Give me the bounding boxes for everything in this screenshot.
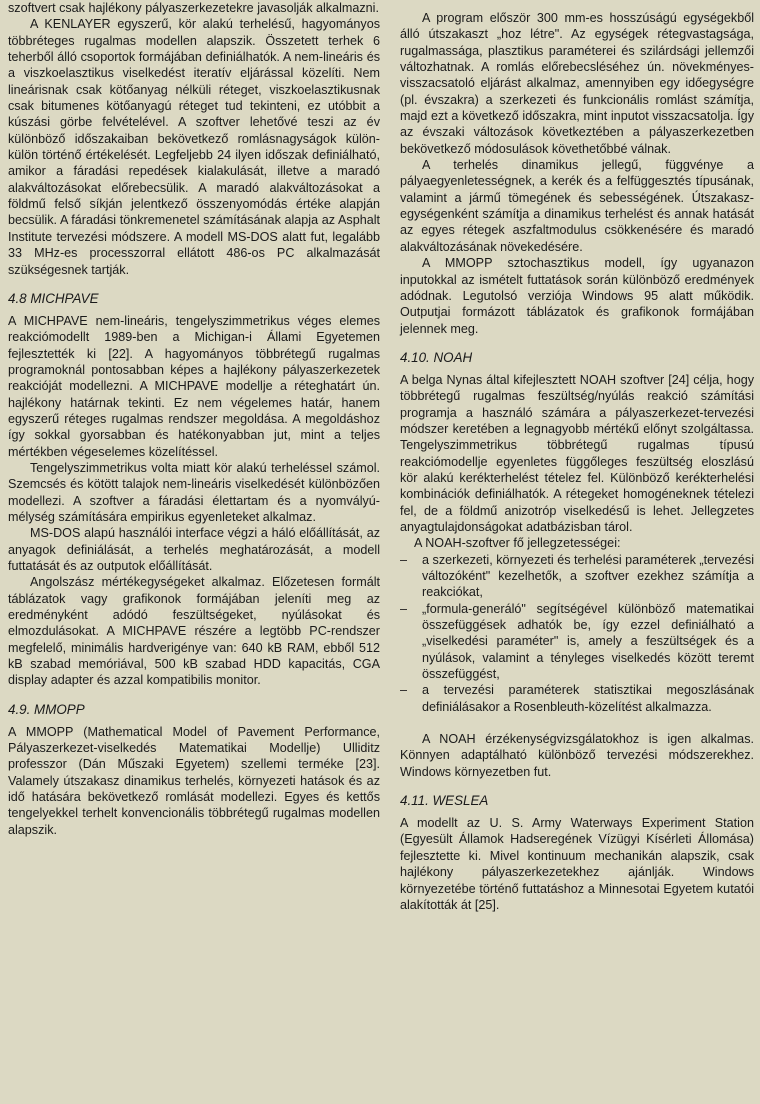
paragraph-michpave-intro: A MICHPAVE nem-lineáris, tengelyszimmetrikus véges elemes reakciómodellt 1989-ben a Michigan-i Állami Egyetemen fejlesztették ki [22]. A hagyományos többrétegű rugalmas programoknál pontosabban képes a hajlékony pályaszerkezetek reakcióját modellezni. A MICHPAVE modellje a réteghatárt ún. hajlékony határnak tekinti. Ez nem végelemes határ, hanem egyszerű réteges rugalmas rendszer megoldása. A megoldáshoz így sokkal gyorsabban és hatékonyabban jut, mint a teljes mértékben végeselemes közelítéssel. <box>8 313 380 459</box>
paragraph: A program először 300 mm-es hosszúságú egységekből álló útszakaszt „hoz létre". Az egységek rétegvastagsága, rugalmassága, plasztikus paraméterei és szilárdsági jellemzői változhatnak. A romlás előrebecsléséhez ún. növekményes-visszacsatoló eljárást alkalmaz, amennyiben egy időegységre (pl. évszakra) a szerkezeti és funkcionális romlást számítja, majd ezt a következő időszakra, mint inputot visszacsatolja. Így az évszaki változások következtében a pályaszerkezetben bekövetkező módosulások követhetőbbé válnak. <box>400 11 754 156</box>
section-heading-weslea: 4.11. WESLEA <box>400 793 489 809</box>
section-heading-michpave: 4.8 MICHPAVE <box>8 290 99 306</box>
list-intro: A NOAH-szoftver fő jellegzetességei: <box>414 536 621 551</box>
section-heading-noah: 4.10. NOAH <box>400 349 473 365</box>
paragraph-noah-intro: A belga Nynas által kifejlesztett NOAH szoftver [24] célja, hogy többrétegű rugalmas feszültség/nyúlás reakció számítási programja a használó számára a pályaszerkezet-tervezési módszer keretében a legnagyobb mértékű előnyt szolgáltassa. Tengelyszimmetrikus többrétegű rugalmas típusú reakciómodellje egyenletes függőleges feszültség eloszlású kör alakú kerékterhelést tételez fel. Különböző kerékterhelési kombinációk definiálhatók. A rétegeket homogéneknek tételezi fel, de a földmű anizotróp viselkedésű is lehet. Jellegzetes anyagtulajdonságokat adatbázisban tárol. <box>400 372 754 534</box>
paragraph: A MMOPP sztochasztikus modell, így ugyanazon inputokkal az ismételt futtatások során különböző eredmények adódnak. Legutolsó verziója Windows 95 alatt működik. Outputjai formázott táblázatok és grafikonok formájában jelennek meg. <box>400 256 754 336</box>
paragraph: Tengelyszimmetrikus volta miatt kör alakú terheléssel számol. Szemcsés és kötött talajok nem-lineáris viselkedését különbözően modellezi. A szoftver a fáradási élettartam és a nyomvályú-mélység számítására empirikus egyenleteket alkalmaz. <box>8 460 380 524</box>
paragraph-weslea: A modellt az U. S. Army Waterways Experiment Station (Egyesült Államok Hadseregének Vízügyi Kísérleti Állomása) fejlesztette ki. Mivel kontinuum mechanikán alapszik, csak hajlékony pályaszerkezetekhez ajánlják. Windows környezetébe történő futtatáshoz a Minnesotai Egyetem kutatói alakították át [25]. <box>400 816 754 912</box>
paragraph: A NOAH érzékenységvizsgálatokhoz is igen alkalmas. Könnyen adaptálható különböző tervezési módszerekhez. Windows környezetben fut. <box>400 732 754 779</box>
list-item: – „formula-generáló" segítségével különböző matematikai összefüggések adhatók be, így ezzel definiálható a „viselkedési paraméter" is, amely a feszültségek és a nyúlások, valamint a tényleges viselkedés között teremt összefüggést, <box>400 601 754 683</box>
paragraph: MS-DOS alapú használói interface végzi a háló előállítását, az anyagok definiálását, a terhelés meghatározását, a modell futtatását és az outputok előállítását. <box>8 526 380 573</box>
section-heading-mmopp: 4.9. MMOPP <box>8 701 85 717</box>
paragraph: A terhelés dinamikus jellegű, függvénye a pályaegyenletességnek, a kerék és a felfüggesztés típusának, valamint a jármű tömegének és sebességének. Útszakasz-egységenként számítja a dinamikus terhelést és annak hatását az egyes rétegek aszfaltmodulus csökkenésére és maradó alakváltozásának növekedésére. <box>400 158 754 254</box>
paragraph-mmopp-intro: A MMOPP (Mathematical Model of Pavement Performance, Pályaszerkezet-viselkedés Matematikai Modellje) Ulliditz professzor (Dán Műszaki Egyetem) szellemi terméke [23]. Valamely útszakasz dinamikus terhelés, környezeti hatások és az idő hatására bekövetkező romlását modellezi. Egyes és kettős tengelyekkel terhelt konvencionális többrétegű rugalmas modellen alapszik. <box>8 724 380 837</box>
list-item: – a tervezési paraméterek statisztikai megoszlásának definiálásakor a Rosenbleuth-közelítést alkalmazza. <box>400 682 754 715</box>
paragraph-kenlayer: A KENLAYER egyszerű, kör alakú terhelésű, hagyományos többréteges rugalmas modellen alapszik. Összetett terhek 6 teherből álló csoportok formájában definiálhatók. A nem-lineáris és a viszkoelasztikus viselkedést iteratív eljárással közelíti. Nem lineárisnak csak kötőanyag nélküli réteget, viszkoelasztikusnak csak bitumenes kötőanyagú réteget tud tekinteni, ez utóbbit a kúszási görbe felvételével. A szoftver lehetővé teszi az év különböző időszakaiban bekövetkező romlásnagyságok külön-külön történő értékelését. Legfeljebb 24 ilyen időszak definiálható, amikor a fáradási repedések kialakulását, illetve a maradó alakváltozásokat előrebecsülik. A maradó alakváltozásokat a földmű felső síkján jelentkező összenyomódás értéke alapján becsülik. A fáradási tönkremenetel számításának alapja az Asphalt Institute tervezési módszere. A modell MS-DOS alatt fut, legalább 33 MHz-es processzorral ellátott 486-os PC alkalmazását szükségesnek tartják. <box>8 17 380 277</box>
list-item: – a szerkezeti, környezeti és terhelési paraméterek „tervezési változóként" kezelhetők, a szoftver ezekhez számítja a reakciókat, <box>400 552 754 601</box>
feature-list <box>400 552 754 715</box>
left-column <box>8 0 380 838</box>
right-column <box>400 10 754 913</box>
paragraph: Angolszász mértékegységeket alkalmaz. Előzetesen formált táblázatok vagy grafikonok formájában jeleníti meg az eredményként adódó feszültségeket, nyúlásokat és elmozdulásokat. A MICHPAVE részére a legtöbb PC-rendszer megfelelő, minimális hardverigénye van: 640 kB RAM, ebből 512 kB szabad memóriával, 500 kB szabad HDD kapacitás, CGA display adapter és azzal kompatibilis monitor. <box>8 575 380 688</box>
paragraph: szoftvert csak hajlékony pályaszerkezetekre javasolják alkalmazni. <box>8 1 379 15</box>
